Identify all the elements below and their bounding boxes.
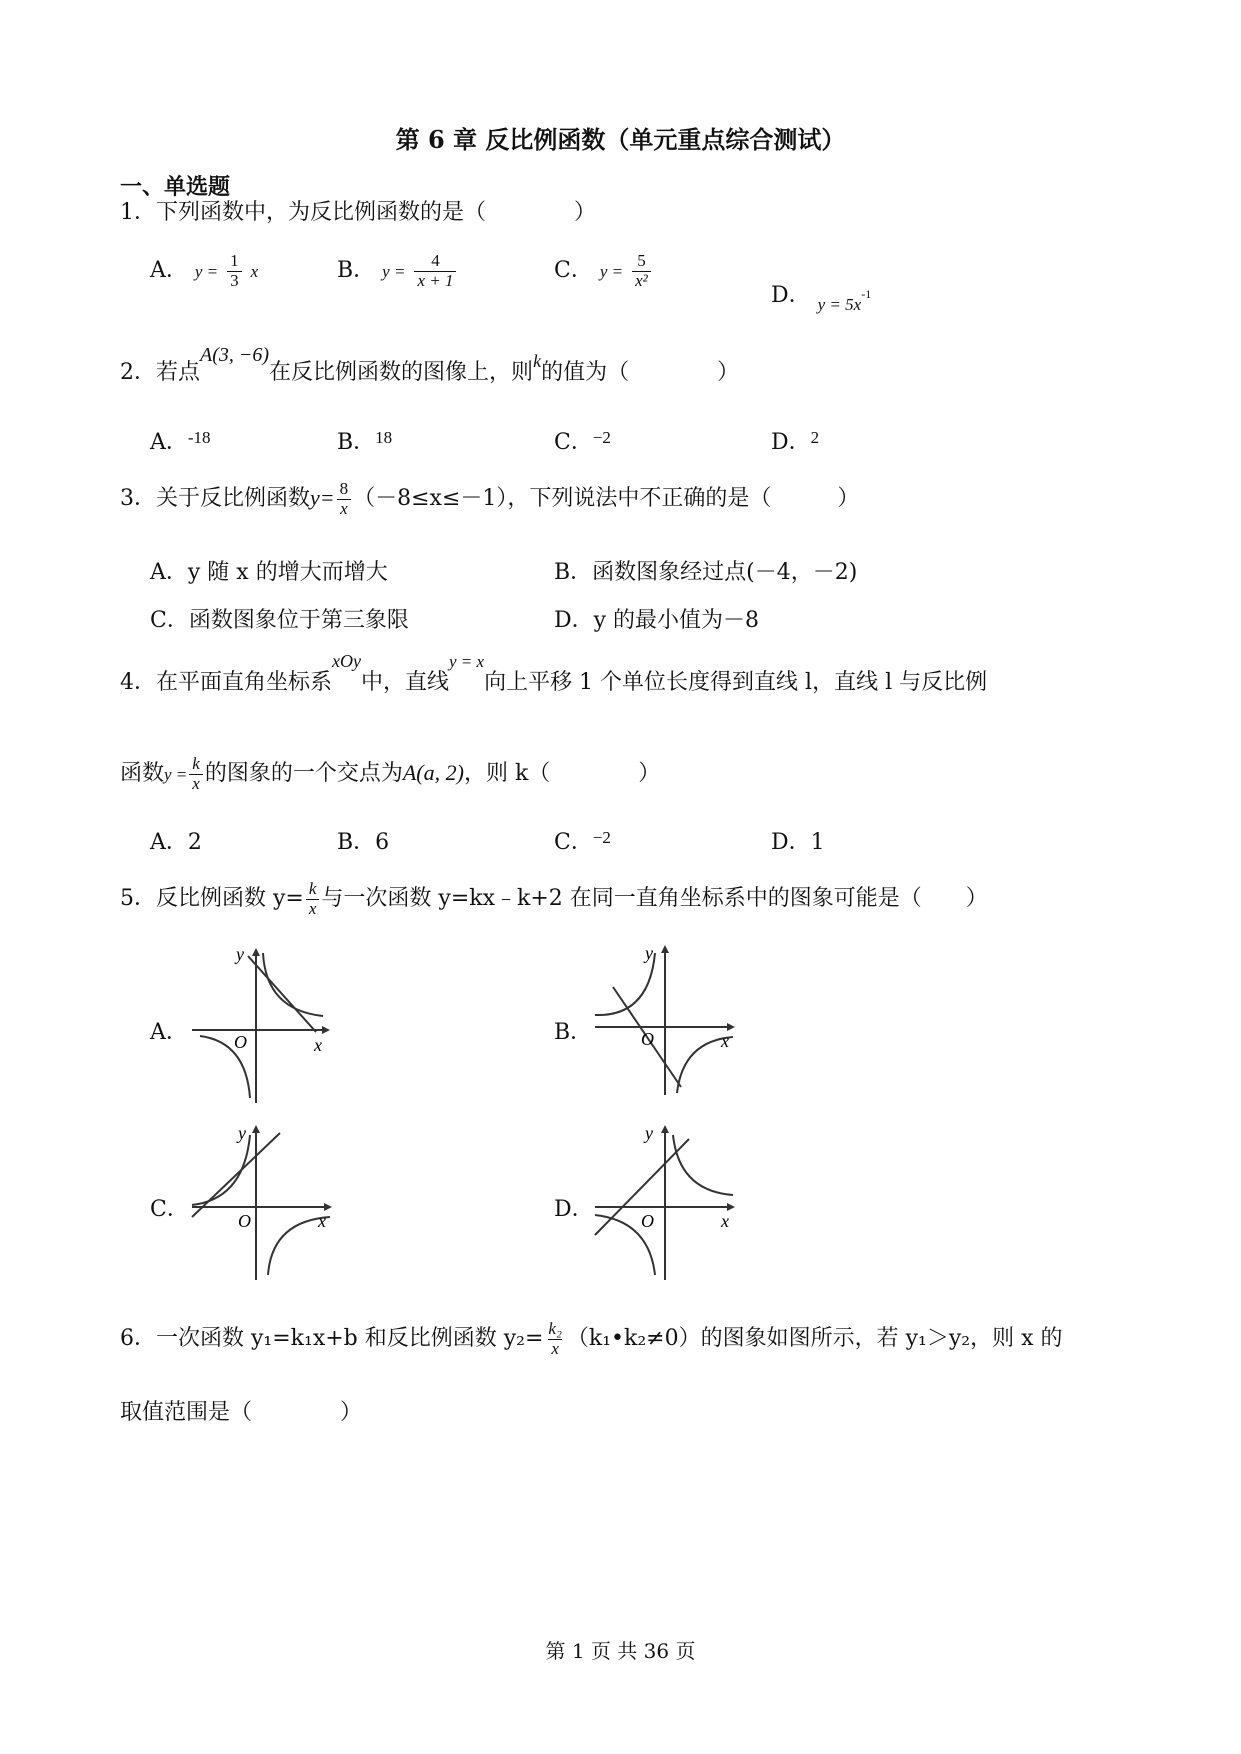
q4-option-c	[554, 825, 611, 856]
option-label: A．	[150, 430, 188, 455]
hyperbola-branch-1	[673, 1135, 733, 1195]
option-label: D．	[771, 283, 811, 308]
fraction	[189, 755, 203, 793]
fraction	[414, 252, 456, 290]
q5-graph-c	[190, 1125, 335, 1285]
y-axis-arrow	[661, 945, 669, 953]
q2-prefix: 2．若点	[120, 360, 200, 385]
q6-line1-b: （k₁•k₂≠0）的图象如图所示，若 y₁＞y₂，则 x 的	[566, 1326, 1063, 1352]
q1-option-d	[771, 278, 872, 314]
q4-part4: 函数	[120, 761, 165, 787]
option-label: D．	[771, 430, 811, 455]
q4-part6: ，则 k（ ）	[463, 761, 661, 787]
origin-label: O	[238, 1211, 251, 1231]
x-axis-arrow	[322, 1026, 330, 1034]
q4-option-a	[150, 825, 202, 856]
q5-graph-b	[593, 945, 738, 1105]
x-axis-label: x	[318, 1211, 326, 1231]
q2-point: A(3, −6)	[200, 344, 270, 366]
math-rhs: x	[250, 262, 259, 282]
x-axis-arrow	[727, 1203, 735, 1211]
q5-option-a-label: A．	[150, 1020, 188, 1045]
question-2-stem	[120, 344, 740, 386]
question-1-stem: 1．下列函数中，为反比例函数的是（ ）	[120, 200, 596, 225]
x-axis-label: x	[314, 1035, 322, 1055]
q3-option-c: C．函数图象位于第三象限	[150, 608, 409, 633]
option-value: 18	[375, 428, 393, 447]
question-6-line-1	[120, 1320, 1062, 1358]
option-label: B．	[337, 430, 376, 455]
y-axis-arrow	[661, 1125, 669, 1133]
math-lhs: y =	[382, 262, 406, 282]
question-3-stem	[120, 480, 859, 518]
question-5-stem	[120, 880, 988, 918]
origin-label: O	[641, 1211, 654, 1231]
q5-suffix: 与一次函数 y=kx﹣k+2 在同一直角坐标系中的图象可能是（ ）	[321, 886, 988, 912]
denominator: 3	[227, 271, 242, 291]
math-exponent: -1	[861, 286, 872, 301]
q1-option-c	[554, 252, 653, 290]
q5-graph-a	[190, 948, 330, 1103]
y-axis-label: y	[645, 945, 653, 963]
numerator: 1	[230, 251, 239, 270]
origin-label: O	[641, 1029, 654, 1049]
page-title: 第 6 章 反比例函数（单元重点综合测试）	[395, 125, 846, 154]
denominator: x²	[632, 271, 651, 291]
q5-option-b-label: B．	[554, 1020, 593, 1045]
q3-option-d: D．y 的最小值为－8	[554, 608, 760, 633]
math-lhs: y =	[194, 262, 219, 282]
denominator: x	[189, 774, 203, 794]
x-axis-arrow	[727, 1023, 735, 1031]
q2-option-b	[337, 425, 392, 456]
y-axis-arrow	[252, 1125, 260, 1133]
denominator: x	[337, 499, 351, 519]
option-label: D．	[771, 830, 811, 855]
page-footer: 第 1 页 共 36 页	[545, 1639, 696, 1663]
q2-middle: 在反比例函数的图像上，则	[269, 360, 534, 385]
q4-option-d	[771, 825, 825, 856]
question-4-line-2	[120, 755, 660, 793]
option-value: 1	[810, 830, 825, 855]
fraction	[306, 880, 320, 918]
q1-option-b	[337, 252, 458, 290]
option-label: C．	[554, 430, 593, 455]
x-axis-arrow	[324, 1203, 332, 1211]
fraction	[337, 480, 352, 518]
question-6-line-2: 取值范围是（ ）	[120, 1400, 363, 1425]
denominator: x + 1	[414, 271, 456, 291]
y-axis-arrow	[252, 948, 260, 956]
q1-option-a	[150, 252, 258, 290]
q3-prefix: 3．关于反比例函数	[120, 486, 310, 512]
q6-line1-a: 6．一次函数 y₁=k₁x+b 和反比例函数 y₂=	[120, 1326, 544, 1352]
q2-option-c	[554, 425, 611, 456]
q3-y-eq: y=	[310, 485, 335, 511]
option-value: -18	[187, 428, 211, 447]
fraction	[227, 252, 242, 290]
option-value: −2	[592, 828, 611, 847]
y-axis-label: y	[238, 1125, 246, 1143]
q2-k: k	[533, 351, 542, 371]
q4-line: y = x	[449, 652, 485, 671]
option-value: 2	[810, 428, 820, 447]
x-axis-label: x	[721, 1031, 729, 1051]
q4-part1: 4．在平面直角坐标系	[120, 670, 332, 695]
option-label: A．	[150, 830, 188, 855]
numerator: k	[192, 754, 200, 773]
q4-part2: 中，直线	[360, 670, 449, 695]
x-axis-label: x	[721, 1211, 729, 1231]
option-label: B．	[337, 258, 376, 284]
option-label: C．	[554, 830, 593, 855]
q4-part5: 的图象的一个交点为	[204, 761, 403, 787]
q4-xoy: xOy	[332, 651, 361, 671]
fraction	[632, 252, 651, 290]
fraction	[545, 1320, 564, 1358]
q5-option-d-label: D．	[554, 1197, 594, 1222]
option-value: 6	[375, 830, 390, 855]
q3-option-a: A．y 随 x 的增大而增大	[150, 560, 388, 585]
q2-option-d	[771, 425, 819, 456]
q5-prefix: 5．反比例函数 y=	[120, 886, 304, 912]
y-axis-label: y	[236, 948, 244, 964]
q4-y-eq: y =	[164, 765, 188, 785]
q2-option-a	[150, 425, 211, 456]
q3-suffix: （－8≤x≤－1），下列说法中不正确的是（ ）	[353, 486, 860, 512]
denominator: x	[306, 899, 320, 919]
math-lhs: y =	[599, 262, 624, 282]
origin-label: O	[234, 1032, 247, 1052]
q4-point: A(a, 2)	[402, 760, 464, 786]
numerator: k	[308, 879, 317, 898]
numerator: k₂	[548, 1319, 562, 1338]
section-heading: 一、单选题	[120, 174, 231, 200]
q3-option-b: B．函数图象经过点(－4，－2)	[554, 560, 858, 585]
y-axis-label: y	[645, 1125, 653, 1143]
q5-graph-d	[593, 1125, 738, 1285]
option-label: A．	[150, 258, 188, 284]
option-label: C．	[554, 258, 593, 284]
numerator: 8	[339, 479, 349, 498]
q5-option-c-label: C．	[150, 1197, 189, 1222]
line-graph	[248, 956, 316, 1032]
option-value: 2	[187, 830, 202, 855]
line-graph	[192, 1133, 280, 1217]
q4-option-b	[337, 825, 389, 856]
numerator: 5	[637, 251, 646, 270]
q2-suffix: 的值为（ ）	[541, 360, 740, 385]
question-4-line-1	[120, 651, 988, 696]
option-label: B．	[337, 830, 376, 855]
numerator: 4	[431, 251, 440, 270]
denominator: x	[548, 1339, 562, 1359]
math-expr: y = 5x	[817, 295, 862, 314]
option-value: −2	[592, 428, 611, 447]
q4-part3: 向上平移 1 个单位长度得到直线 l，直线 l 与反比例	[484, 670, 988, 695]
